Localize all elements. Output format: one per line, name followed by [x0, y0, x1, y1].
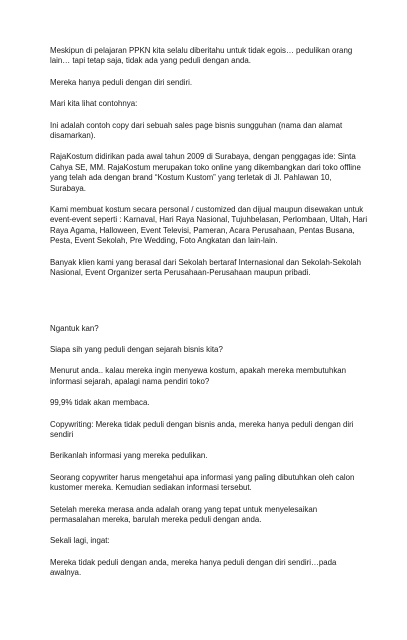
paragraph: Mereka hanya peduli dengan diri sendiri.: [50, 77, 193, 87]
paragraph: Copywriting: Mereka tidak peduli dengan bisnis anda, mereka hanya peduli dengan diri sendiri: [50, 419, 354, 439]
paragraph: Kami membuat kostum secara personal / customized dan dijual maupun disewakan untuk event-event seperti : Karnaval, Hari Raya Nasional, Tujuhbelasan, Perlombaan, Ultah, Hari Raya Agama, Halloween, Event Televisi, Pameran, Acara Perusahaan, Pentas Busana, Pesta, Event Sekolah, Pre Wedding, Foto Angkatan dan lain-lain.: [50, 205, 368, 246]
section-spacer: [50, 290, 368, 324]
paragraph: Banyak klien kami yang berasal dari Sekolah bertaraf Internasional dan Sekolah-Sekolah Nasional, Event Organizer serta Perusahaan-Perusahaan maupun pribadi.: [50, 257, 361, 278]
paragraph: Ini adalah contoh copy dari sebuah sales page bisnis sungguhan (nama dan alamat disamarkan).: [50, 120, 343, 141]
paragraph: Menurut anda.. kalau mereka ingin menyewa kostum, apakah mereka membutuhkan informasi sejarah, apalagi nama pendiri toko?: [50, 366, 347, 386]
paragraph: Meskipun di pelajaran PPKN kita selalu diberitahu untuk tidak egois… pedulikan orang lain… tapi tetap saja, tidak ada yang peduli dengan anda.: [50, 46, 353, 66]
paragraph: Berikanlah informasi yang mereka pedulikan.: [50, 451, 208, 461]
paragraph: Mereka tidak peduli dengan anda, mereka hanya peduli dengan diri sendiri…pada awalnya.: [50, 557, 337, 578]
paragraph: Setelah mereka merasa anda adalah orang yang tepat untuk menyelesaikan permasalahan mereka, barulah mereka peduli dengan anda.: [50, 504, 318, 524]
paragraph: Seorang copywriter harus mengetahui apa informasi yang paling dibutuhkan oleh calon kustomer mereka. Kemudian sediakan informasi tersebut.: [50, 472, 355, 493]
paragraph: Mari kita lihat contohnya:: [50, 99, 138, 109]
document-body: [50, 46, 368, 590]
paragraph: Ngantuk kan?: [50, 323, 99, 333]
paragraph: RajaKostum didirikan pada awal tahun 2009 di Surabaya, dengan penggagas ide: Sinta Cahya SE, MM. RajaKostum merupakan toko online yang dikembangkan dari toko offline yang telah ada dengan brand “Kostum Kustom” yang terletak di Jl. Pahlawan 10, Surabaya.: [50, 152, 361, 193]
paragraph: Siapa sih yang peduli dengan sejarah bisnis kita?: [50, 344, 223, 354]
paragraph: 99,9% tidak akan membaca.: [50, 398, 150, 408]
paragraph: Sekali lagi, ingat:: [50, 536, 110, 546]
